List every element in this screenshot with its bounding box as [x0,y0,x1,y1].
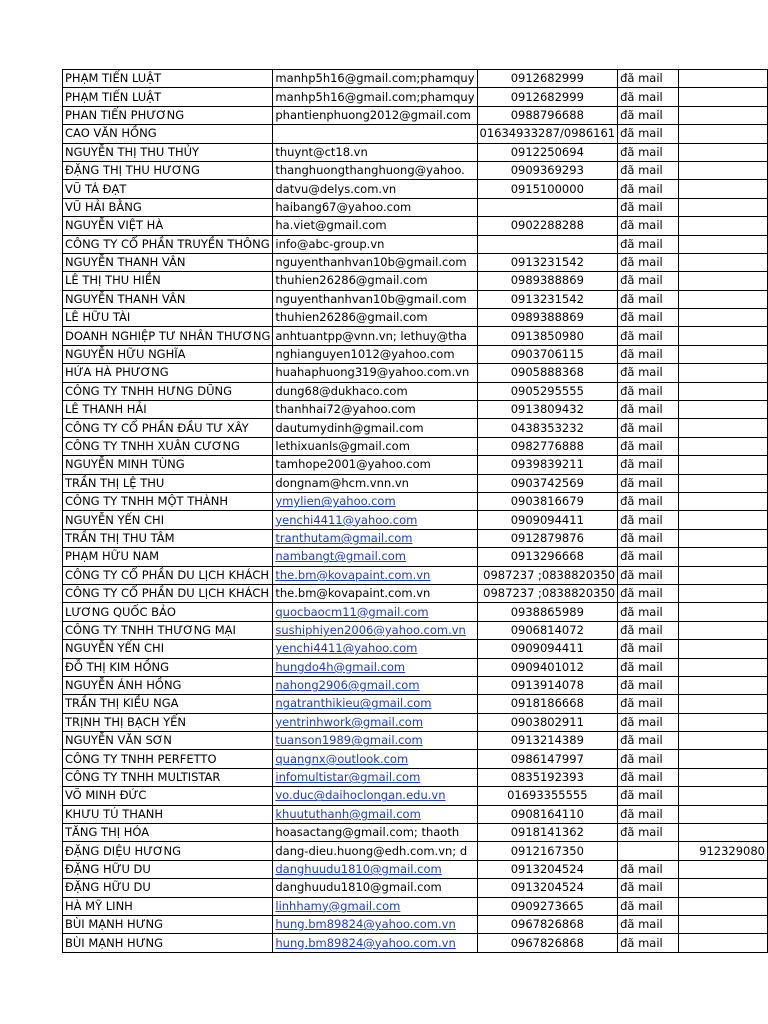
status-cell: đã mail [618,272,678,290]
email-cell: manhp5h16@gmail.com;phamquy [273,88,477,106]
phone-cell [477,198,618,216]
table-row [63,437,768,455]
email-cell: nguyenthanhvan10b@gmail.com [273,290,477,308]
table-row [63,621,768,639]
table-row [63,897,768,915]
table-row [63,345,768,363]
email-cell[interactable]: hungdo4h@gmail.com [273,658,477,676]
status-cell: đã mail [618,695,678,713]
name-cell: TĂNG THỊ HÓA [63,824,273,842]
extra-cell [678,860,767,878]
name-cell: NGUYỄN ÁNH HỒNG [63,676,273,694]
name-cell: TRỊNH THỊ BẠCH YẾN [63,713,273,731]
status-cell: đã mail [618,143,678,161]
table-row [63,566,768,584]
phone-cell: 01693355555 [477,787,618,805]
extra-cell [678,621,767,639]
email-cell: huahaphuong319@yahoo.com.vn [273,364,477,382]
phone-cell: 0908164110 [477,805,618,823]
status-cell: đã mail [618,456,678,474]
extra-cell [678,161,767,179]
status-cell: đã mail [618,511,678,529]
name-cell: LÊ THỊ THU HIỀN [63,272,273,290]
extra-cell [678,70,767,88]
extra-cell [678,750,767,768]
name-cell: CÔNG TY TNHH PERFETTO [63,750,273,768]
table-row [63,934,768,952]
extra-cell [678,180,767,198]
email-cell: nguyenthanhvan10b@gmail.com [273,253,477,271]
phone-cell: 0913296668 [477,548,618,566]
status-cell: đã mail [618,217,678,235]
name-cell: BÙI MẠNH HƯNG [63,915,273,933]
email-cell[interactable]: nahong2906@gmail.com [273,676,477,694]
status-cell: đã mail [618,474,678,492]
table-row [63,915,768,933]
table-row [63,419,768,437]
extra-cell [678,548,767,566]
phone-cell: 0838820350; 0987237 [477,584,618,602]
phone-cell: 0989388869 [477,272,618,290]
status-cell: đã mail [618,787,678,805]
email-cell[interactable]: hung.bm89824@yahoo.com.vn [273,934,477,952]
status-cell: đã mail [618,824,678,842]
extra-cell [678,235,767,253]
phone-cell: 0912682999 [477,88,618,106]
table-row [63,364,768,382]
extra-cell [678,437,767,455]
sheet-body [63,70,768,953]
phone-cell: 01634933287/0986161 [477,125,618,143]
email-cell: dongnam@hcm.vnn.vn [273,474,477,492]
phone-cell: 0838820350; 0987237 [477,566,618,584]
status-cell: đã mail [618,88,678,106]
extra-cell [678,805,767,823]
name-cell: HÀ MỸ LINH [63,897,273,915]
email-cell: thuhien26286@gmail.com [273,272,477,290]
extra-cell [678,732,767,750]
status-cell: đã mail [618,621,678,639]
status-cell: đã mail [618,805,678,823]
name-cell: ĐỖ THỊ KIM HỒNG [63,658,273,676]
extra-cell [678,143,767,161]
table-row [63,640,768,658]
email-cell: danghuudu1810@gmail.com [273,879,477,897]
table-row [63,713,768,731]
table-row [63,217,768,235]
name-cell: CÔNG TY CỔ PHẦN DU LỊCH KHÁCH [63,584,273,602]
table-row [63,456,768,474]
extra-cell [678,603,767,621]
table-row [63,88,768,106]
extra-cell [678,824,767,842]
email-cell[interactable]: yenchi4411@yahoo.com [273,511,477,529]
status-cell: đã mail [618,566,678,584]
table-row [63,732,768,750]
extra-cell [678,382,767,400]
phone-cell: 0967826868 [477,915,618,933]
status-cell: đã mail [618,713,678,731]
name-cell: NGUYỄN HỮU NGHĨA [63,345,273,363]
name-cell: NGUYỄN MINH TÙNG [63,456,273,474]
table-row [63,106,768,124]
status-cell: đã mail [618,106,678,124]
phone-cell: 0438353232 [477,419,618,437]
phone-cell: 0909273665 [477,897,618,915]
status-cell: đã mail [618,70,678,88]
table-row [63,676,768,694]
phone-cell: 0909094411 [477,640,618,658]
email-cell[interactable]: khuututhanh@gmail.com [273,805,477,823]
extra-cell [678,327,767,345]
name-cell: CÔNG TY TNHH MULTISTAR [63,768,273,786]
extra-cell [678,309,767,327]
status-cell: đã mail [618,529,678,547]
email-cell: tamhope2001@yahoo.com [273,456,477,474]
email-cell[interactable]: yentrinhwork@gmail.com [273,713,477,731]
status-cell: đã mail [618,658,678,676]
name-cell: CÔNG TY CỔ PHẦN ĐẦU TƯ XÂY [63,419,273,437]
phone-cell: 0913850980 [477,327,618,345]
table-row [63,474,768,492]
email-cell: thanhhai72@yahoo.com [273,401,477,419]
status-cell: đã mail [618,198,678,216]
email-cell[interactable]: ngatranthikieu@gmail.com [273,695,477,713]
phone-cell: 0909094411 [477,511,618,529]
email-cell: dung68@dukhaco.com [273,382,477,400]
phone-cell: 0989388869 [477,309,618,327]
email-cell[interactable]: tranthutam@gmail.com [273,529,477,547]
table-row [63,180,768,198]
name-cell: ĐẶNG THỊ THU HƯƠNG [63,161,273,179]
name-cell: NGUYỄN VIỆT HÀ [63,217,273,235]
phone-cell: 0913214389 [477,732,618,750]
extra-cell [678,695,767,713]
status-cell: đã mail [618,603,678,621]
status-cell: đã mail [618,860,678,878]
status-cell: đã mail [618,915,678,933]
name-cell: CÔNG TY TNHH MỘT THÀNH [63,492,273,510]
email-cell[interactable]: nambangt@gmail.com [273,548,477,566]
extra-cell [678,658,767,676]
table-row [63,824,768,842]
table-row [63,309,768,327]
status-cell: đã mail [618,437,678,455]
email-cell[interactable]: the.bm@kovapaint.com.vn [273,566,477,584]
table-row [63,70,768,88]
phone-cell: 0918141362 [477,824,618,842]
name-cell: TRẦN THỊ KIỀU NGA [63,695,273,713]
table-row [63,327,768,345]
table-row [63,750,768,768]
name-cell: NGUYỄN YẾN CHI [63,640,273,658]
email-cell[interactable]: sushiphiyen2006@yahoo.com.vn [273,621,477,639]
contact-spreadsheet [62,69,768,953]
status-cell: đã mail [618,161,678,179]
status-cell: đã mail [618,180,678,198]
email-cell[interactable]: yenchi4411@yahoo.com [273,640,477,658]
status-cell: đã mail [618,676,678,694]
status-cell: đã mail [618,492,678,510]
extra-cell [678,676,767,694]
phone-cell: 0903802911 [477,713,618,731]
email-cell[interactable]: quocbaocm11@gmail.com [273,603,477,621]
name-cell: VŨ TÁ ĐẠT [63,180,273,198]
extra-cell [678,492,767,510]
extra-cell [678,419,767,437]
email-cell: datvu@delys.com.vn [273,180,477,198]
email-cell: haibang67@yahoo.com [273,198,477,216]
name-cell: CÔNG TY TNHH THƯƠNG MẠI [63,621,273,639]
name-cell: KHƯU TÚ THANH [63,805,273,823]
table-row [63,658,768,676]
status-cell: đã mail [618,732,678,750]
phone-cell: 0913204524 [477,879,618,897]
phone-cell: 0913809432 [477,401,618,419]
phone-cell: 0918186668 [477,695,618,713]
email-cell[interactable]: linhhamy@gmail.com [273,897,477,915]
email-cell[interactable]: quangnx@outlook.com [273,750,477,768]
phone-cell: 0988796688 [477,106,618,124]
status-cell: đã mail [618,548,678,566]
email-cell: info@abc-group.vn [273,235,477,253]
email-cell[interactable]: vo.duc@daihoclongan.edu.vn [273,787,477,805]
status-cell: đã mail [618,584,678,602]
table-row [63,272,768,290]
phone-cell: 0967826868 [477,934,618,952]
extra-cell [678,198,767,216]
phone-cell: 0905888368 [477,364,618,382]
status-cell: đã mail [618,382,678,400]
status-cell: đã mail [618,934,678,952]
email-cell: the.bm@kovapaint.com.vn [273,584,477,602]
email-cell [273,125,477,143]
status-cell: đã mail [618,768,678,786]
status-cell: đã mail [618,309,678,327]
phone-cell: 0915100000 [477,180,618,198]
extra-cell [678,125,767,143]
phone-cell: 0912167350 [477,842,618,860]
name-cell: NGUYỄN YẾN CHI [63,511,273,529]
status-cell [618,842,678,860]
phone-cell: 0913204524 [477,860,618,878]
email-cell: thuhien26286@gmail.com [273,309,477,327]
extra-cell: 912329080 [678,842,767,860]
name-cell: LÊ HỮU TÀI [63,309,273,327]
name-cell: ĐẶNG HỮU DU [63,879,273,897]
status-cell: đã mail [618,345,678,363]
name-cell: VÕ MINH ĐỨC [63,787,273,805]
table-row [63,529,768,547]
status-cell: đã mail [618,364,678,382]
extra-cell [678,566,767,584]
name-cell: NGUYỄN VĂN SƠN [63,732,273,750]
table-row [63,401,768,419]
table-row [63,879,768,897]
email-cell[interactable]: hung.bm89824@yahoo.com.vn [273,915,477,933]
name-cell: NGUYỄN THANH VÂN [63,290,273,308]
phone-cell: 0982776888 [477,437,618,455]
extra-cell [678,217,767,235]
phone-cell: 0909369293 [477,161,618,179]
email-cell: dang-dieu.huong@edh.com.vn; d [273,842,477,860]
phone-cell: 0903816679 [477,492,618,510]
phone-cell [477,235,618,253]
name-cell: BÙI MẠNH HƯNG [63,934,273,952]
name-cell: CAO VĂN HỒNG [63,125,273,143]
status-cell: đã mail [618,125,678,143]
table-row [63,860,768,878]
table-row [63,805,768,823]
table-row [63,253,768,271]
status-cell: đã mail [618,253,678,271]
name-cell: HỨA HÀ PHƯƠNG [63,364,273,382]
name-cell: DOANH NGHIỆP TƯ NHÂN THƯƠNG [63,327,273,345]
extra-cell [678,456,767,474]
name-cell: PHẠM TIẾN LUẬT [63,88,273,106]
email-cell: hoasactang@gmail.com; thaoth [273,824,477,842]
email-cell[interactable]: infomultistar@gmail.com [273,768,477,786]
email-cell[interactable]: ymylien@yahoo.com [273,492,477,510]
name-cell: CÔNG TY CỔ PHẦN DU LỊCH KHÁCH [63,566,273,584]
phone-cell: 0909401012 [477,658,618,676]
extra-cell [678,272,767,290]
table-row [63,492,768,510]
phone-cell: 0913914078 [477,676,618,694]
email-cell[interactable]: tuanson1989@gmail.com [273,732,477,750]
table-row [63,125,768,143]
table-row [63,603,768,621]
table-row [63,548,768,566]
table-row [63,787,768,805]
phone-cell: 0912879876 [477,529,618,547]
email-cell[interactable]: danghuudu1810@gmail.com [273,860,477,878]
phone-cell: 0913231542 [477,253,618,271]
extra-cell [678,290,767,308]
extra-cell [678,529,767,547]
table-row [63,290,768,308]
name-cell: ĐẶNG DIỆU HƯƠNG [63,842,273,860]
name-cell: PHẠM HỮU NAM [63,548,273,566]
name-cell: NGUYỄN THANH VÂN [63,253,273,271]
phone-cell: 0835192393 [477,768,618,786]
phone-cell: 0913231542 [477,290,618,308]
table-row [63,235,768,253]
name-cell: CÔNG TY TNHH HƯNG DŨNG [63,382,273,400]
email-cell: lethixuanls@gmail.com [273,437,477,455]
extra-cell [678,584,767,602]
email-cell: dautumydinh@gmail.com [273,419,477,437]
email-cell: phantienphuong2012@gmail.com [273,106,477,124]
extra-cell [678,787,767,805]
phone-cell: 0902288288 [477,217,618,235]
status-cell: đã mail [618,640,678,658]
email-cell: thanghuongthanghuong@yahoo. [273,161,477,179]
phone-cell: 0912250694 [477,143,618,161]
phone-cell: 0903742569 [477,474,618,492]
name-cell: TRẦN THỊ THU TÂM [63,529,273,547]
extra-cell [678,345,767,363]
status-cell: đã mail [618,327,678,345]
table-row [63,143,768,161]
email-cell: ha.viet@gmail.com [273,217,477,235]
phone-cell: 0938865989 [477,603,618,621]
extra-cell [678,915,767,933]
extra-cell [678,934,767,952]
extra-cell [678,253,767,271]
status-cell: đã mail [618,897,678,915]
table-row [63,382,768,400]
extra-cell [678,88,767,106]
status-cell: đã mail [618,401,678,419]
phone-cell: 0939839211 [477,456,618,474]
table-row [63,198,768,216]
status-cell: đã mail [618,879,678,897]
extra-cell [678,511,767,529]
phone-cell: 0906814072 [477,621,618,639]
name-cell: LÊ THANH HẢI [63,401,273,419]
email-cell: thuynt@ct18.vn [273,143,477,161]
phone-cell: 0986147997 [477,750,618,768]
name-cell: CÔNG TY TNHH XUÂN CƯƠNG [63,437,273,455]
name-cell: LƯƠNG QUỐC BẢO [63,603,273,621]
extra-cell [678,474,767,492]
name-cell: TRẦN THỊ LỆ THU [63,474,273,492]
extra-cell [678,713,767,731]
phone-cell: 0903706115 [477,345,618,363]
extra-cell [678,768,767,786]
table-row [63,695,768,713]
name-cell: CÔNG TY CỔ PHẦN TRUYỀN THÔNG [63,235,273,253]
phone-cell: 0912682999 [477,70,618,88]
extra-cell [678,401,767,419]
table-row [63,161,768,179]
name-cell: VŨ HẢI BẰNG [63,198,273,216]
status-cell: đã mail [618,419,678,437]
extra-cell [678,897,767,915]
name-cell: NGUYỄN THỊ THU THỦY [63,143,273,161]
email-cell: manhp5h16@gmail.com;phamquy [273,70,477,88]
table-row [63,768,768,786]
name-cell: PHẠM TIẾN LUẬT [63,70,273,88]
table-row [63,584,768,602]
name-cell: PHAN TIẾN PHƯƠNG [63,106,273,124]
extra-cell [678,364,767,382]
extra-cell [678,640,767,658]
extra-cell [678,106,767,124]
email-cell: nghianguyen1012@yahoo.com [273,345,477,363]
email-cell: anhtuantpp@vnn.vn; lethuy@tha [273,327,477,345]
table-row [63,511,768,529]
table-row [63,842,768,860]
name-cell: ĐẶNG HỮU DU [63,860,273,878]
status-cell: đã mail [618,750,678,768]
phone-cell: 0905295555 [477,382,618,400]
status-cell: đã mail [618,290,678,308]
extra-cell [678,879,767,897]
status-cell: đã mail [618,235,678,253]
